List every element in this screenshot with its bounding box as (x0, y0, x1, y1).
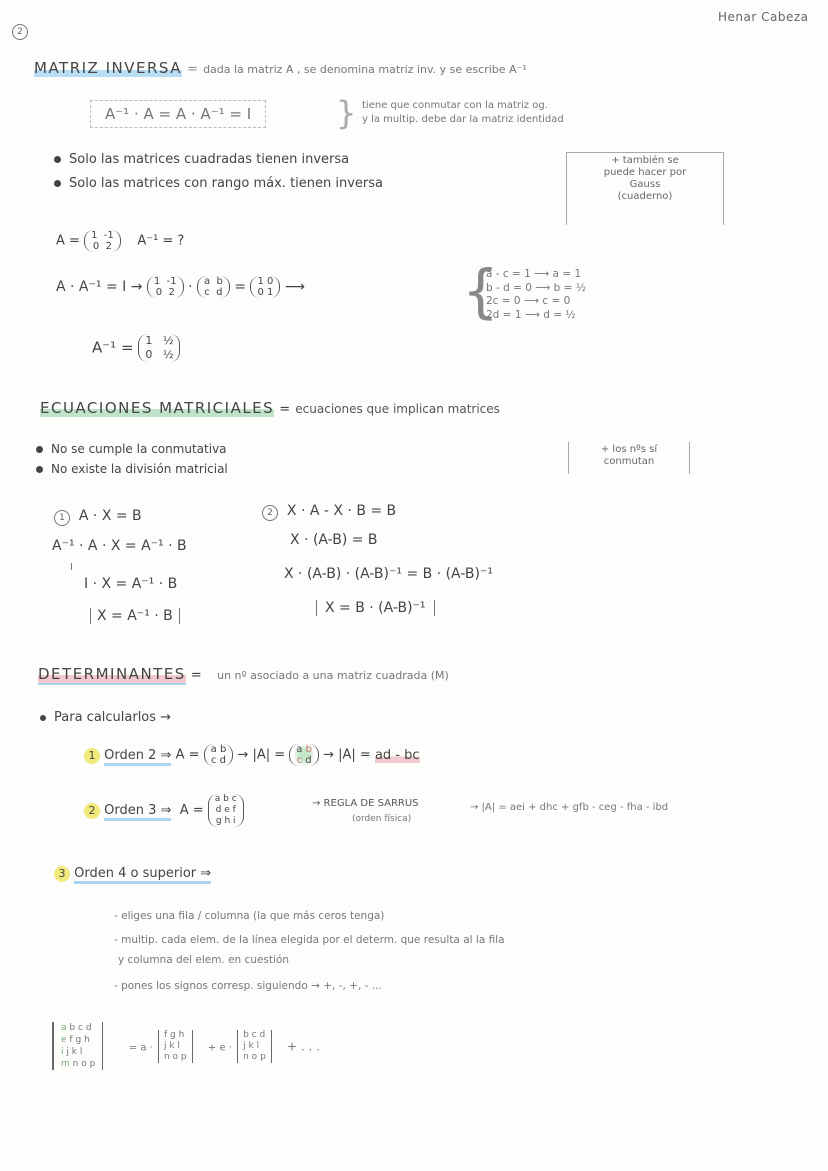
bullet-text: No se cumple la conmutativa (51, 442, 227, 456)
cell: d (259, 1029, 266, 1040)
how-to-text: Para calcularlos → (54, 710, 172, 725)
commute-note-line: + los nºs sí (600, 444, 658, 455)
product-label: A · A⁻¹ = I → (56, 279, 143, 295)
cell: 1 (145, 334, 153, 347)
system-line: 2c = 0 ⟶ c = 0 (486, 295, 571, 307)
matrix-a-copy (147, 276, 184, 298)
cell: o (251, 1051, 258, 1062)
formula-note-1: tiene que conmutar con la matriz og. (362, 100, 548, 111)
order-3-row (84, 794, 244, 827)
cell: e (224, 805, 230, 815)
eq-line: X = A⁻¹ · B (97, 608, 173, 624)
cell: g (215, 816, 222, 826)
bullet-dot (54, 180, 61, 187)
order-3-result: → |A| = aei + dhc + gfb - ceg - fha - ibd (470, 802, 669, 813)
order-3-matrix (208, 794, 244, 827)
cell: j (66, 1047, 69, 1057)
matrix-eq-definition: ecuaciones que implican matrices (295, 402, 500, 416)
cell: d (85, 1023, 92, 1033)
cell: ½ (162, 348, 174, 361)
order-2-result: ad - bc (374, 747, 420, 763)
cell: i (61, 1047, 64, 1057)
bullet-dot (36, 446, 43, 453)
cell: 1 (153, 276, 161, 287)
cell: h (224, 816, 231, 826)
cell: p (180, 1051, 187, 1062)
cell: b (243, 1029, 249, 1040)
cell: 2 (105, 241, 112, 252)
cell: a (296, 744, 303, 755)
step-1: - eliges una fila / columna (la que más ceros tenga) (114, 910, 385, 922)
step-3: - pones los signos corresp. siguiendo → +, -, +, - ... (114, 980, 382, 992)
cell: d (216, 287, 223, 298)
cell: c (204, 287, 210, 298)
cell: g (169, 1029, 176, 1040)
matrix-eq-bullet-2 (36, 462, 228, 476)
cell: o (172, 1051, 179, 1062)
formula-note-2: y la multip. debe dar la matriz identidad (362, 114, 564, 125)
cell: n (243, 1051, 249, 1062)
cell: 2 (168, 287, 175, 298)
order-4-number: 3 (54, 866, 70, 882)
example-1-number: 1 (54, 510, 70, 526)
cell: c (251, 1029, 257, 1040)
big-determinant (52, 1022, 103, 1070)
laplace-expansion (52, 1022, 320, 1070)
cell: ½ (162, 334, 174, 347)
commute-note-line: conmutan (603, 456, 655, 467)
determinants-heading (38, 664, 449, 683)
system-equations (486, 268, 586, 322)
how-to-calc (40, 710, 171, 725)
order-2-cross-matrix (289, 744, 319, 766)
matrix-result (138, 334, 180, 362)
cell: 0 (267, 276, 274, 287)
cell: f (232, 805, 236, 815)
inverse-question: A⁻¹ = ? (137, 233, 185, 249)
matrix-a-label: A = (56, 233, 80, 249)
example-2-number: 2 (262, 505, 278, 521)
cell: b (305, 744, 312, 755)
inverse-eq: = (187, 62, 198, 77)
cell: n (163, 1051, 170, 1062)
eq-line: X = B · (A-B)⁻¹ (325, 600, 426, 616)
cell: c (77, 1023, 83, 1033)
author-name: Henar Cabeza (718, 10, 809, 24)
inverse-result (92, 334, 180, 362)
order-4-row (54, 866, 211, 882)
step-2: - multip. cada elem. de la línea elegida por el determ. que resulta al la fila (114, 934, 505, 946)
cell: l (177, 1040, 180, 1051)
result-label: A⁻¹ = (92, 338, 134, 357)
order-2-label: Orden 2 ⇒ (104, 748, 171, 766)
cell: c (296, 755, 303, 766)
cell: 0 (257, 287, 264, 298)
gauss-note-line: + también se (611, 155, 679, 166)
matrix-eq-title: ECUACIONES MATRICIALES (40, 399, 275, 417)
example-2-line-3 (284, 566, 493, 582)
bullet-text: No existe la división matricial (51, 462, 228, 476)
gauss-note (566, 152, 724, 225)
cell: b (216, 276, 223, 287)
cell: f (69, 1035, 73, 1045)
identity-under: I (70, 562, 73, 573)
cell: d (305, 755, 312, 766)
example-2-line-2 (290, 532, 378, 548)
gauss-note-line: (cuaderno) (617, 191, 673, 202)
cell: -1 (166, 276, 177, 287)
example-2-result (316, 600, 435, 616)
bullet-dot (54, 156, 61, 163)
sarrus-rule: → REGLA DE SARRUS (312, 798, 419, 809)
expansion-more: + . . . (287, 1039, 320, 1054)
cell: e (61, 1035, 67, 1045)
expansion-term-1: = a · (128, 1042, 153, 1054)
bullet-dot (40, 715, 46, 721)
cell: a (210, 744, 217, 755)
matrix-a (84, 230, 121, 252)
matrix-identity (250, 276, 280, 298)
determinants-title: DETERMINANTES (38, 665, 186, 683)
cell: i (233, 816, 236, 826)
cell: h (84, 1035, 90, 1045)
system-line: 2d = 1 ⟶ d = ½ (486, 308, 576, 321)
eq-line: X · (A-B) · (A-B)⁻¹ = B · (A-B)⁻¹ (284, 566, 493, 582)
cell: g (75, 1035, 82, 1045)
cell: 0 (155, 287, 163, 298)
inverse-bullet-1 (54, 152, 349, 167)
eq-line: X · (A-B) = B (290, 532, 378, 548)
system-line: b - d = 0 ⟶ b = ½ (486, 281, 586, 294)
cell: a (61, 1023, 67, 1033)
result-prefix: → |A| = (323, 747, 371, 763)
inverse-formula: A⁻¹ · A = A · A⁻¹ = I (90, 100, 266, 128)
step-2-cont: y columna del elem. en cuestión (118, 954, 290, 966)
inverse-definition: dada la matriz A , se denomina matriz inv. y se escribe A⁻¹ (203, 63, 527, 76)
cell: p (89, 1059, 96, 1069)
commute-note (568, 442, 690, 474)
cell: b (219, 744, 227, 755)
example-1-line-3 (84, 576, 177, 592)
system-line: a - c = 1 ⟶ a = 1 (486, 268, 582, 280)
cell: o (81, 1059, 87, 1069)
inverse-brace: } (336, 94, 357, 132)
example-2-line-1 (262, 503, 396, 521)
bullet-dot (36, 466, 43, 473)
cell: 1 (91, 230, 98, 241)
cell: 0 (145, 348, 153, 361)
order-2-row (84, 744, 420, 766)
cell: b (69, 1023, 76, 1033)
cell: d (215, 805, 222, 815)
example-1-line-1 (54, 508, 142, 526)
inverse-bullet-2 (54, 176, 383, 191)
bullet-text: Solo las matrices cuadradas tienen inversa (69, 152, 350, 167)
cell: f (163, 1029, 168, 1040)
eq-line: A · X = B (78, 508, 142, 524)
matrix-label: A = (175, 747, 200, 763)
cell: -1 (103, 230, 114, 241)
page-number: 2 (12, 24, 28, 40)
product-equation: A · A⁻¹ = I → 1 -1 0 2 · a b c d = 1 0 0 1 ⟶ (56, 276, 305, 298)
cell: h (178, 1029, 185, 1040)
cell: k (169, 1040, 175, 1051)
example-1-line-2 (52, 538, 187, 554)
order-4-label: Orden 4 o superior ⇒ (74, 866, 211, 884)
cell: m (61, 1059, 70, 1069)
cell: a (214, 794, 221, 804)
eq-line: I · X = A⁻¹ · B (84, 576, 178, 592)
minor-2 (237, 1030, 272, 1063)
cell: c (231, 794, 237, 804)
cell: k (248, 1040, 254, 1051)
inverse-heading (34, 58, 527, 77)
cell: l (79, 1047, 83, 1057)
order-2-matrix (204, 744, 234, 766)
matrix-unknown (197, 276, 230, 298)
expansion-term-2: + e · (207, 1042, 232, 1054)
determinants-definition: un nº asociado a una matriz cuadrada (M) (217, 669, 449, 682)
cell: j (163, 1040, 167, 1051)
bullet-text: Solo las matrices con rango máx. tienen inversa (69, 176, 384, 191)
cell: d (219, 755, 226, 766)
example-a (56, 230, 184, 252)
example-1-result (90, 608, 180, 624)
determinants-eq: = (190, 668, 202, 683)
inverse-title: MATRIZ INVERSA (34, 59, 182, 77)
eq-line: A⁻¹ · A · X = A⁻¹ · B (52, 538, 187, 554)
cell: p (260, 1051, 266, 1062)
cell: n (72, 1059, 79, 1069)
sarrus-note: (orden física) (352, 814, 412, 824)
cell: 1 (267, 287, 274, 298)
cell: c (210, 755, 217, 766)
matrix-eq-heading (40, 398, 500, 417)
cell: 0 (92, 241, 100, 252)
matrix-eq-bullet-1 (36, 442, 227, 456)
cell: 1 (257, 276, 264, 287)
cell: a (203, 276, 211, 287)
gauss-note-line: puede hacer por (603, 167, 687, 178)
minor-1 (158, 1030, 193, 1063)
cell: b (223, 794, 229, 804)
matrix-eq-eq: = (279, 402, 291, 417)
eq-line: X · A - X · B = B (286, 503, 397, 519)
matrix-label: A = (179, 803, 204, 818)
cell: k (71, 1047, 77, 1057)
det-arrow: → |A| = (237, 747, 286, 763)
gauss-note-line: Gauss (629, 179, 661, 190)
order-3-number: 2 (84, 803, 100, 819)
order-3-label: Orden 3 ⇒ (104, 803, 171, 821)
cell: j (243, 1040, 246, 1051)
cell: l (256, 1040, 260, 1051)
order-2-number: 1 (84, 748, 100, 764)
system-brace: { (462, 257, 499, 325)
